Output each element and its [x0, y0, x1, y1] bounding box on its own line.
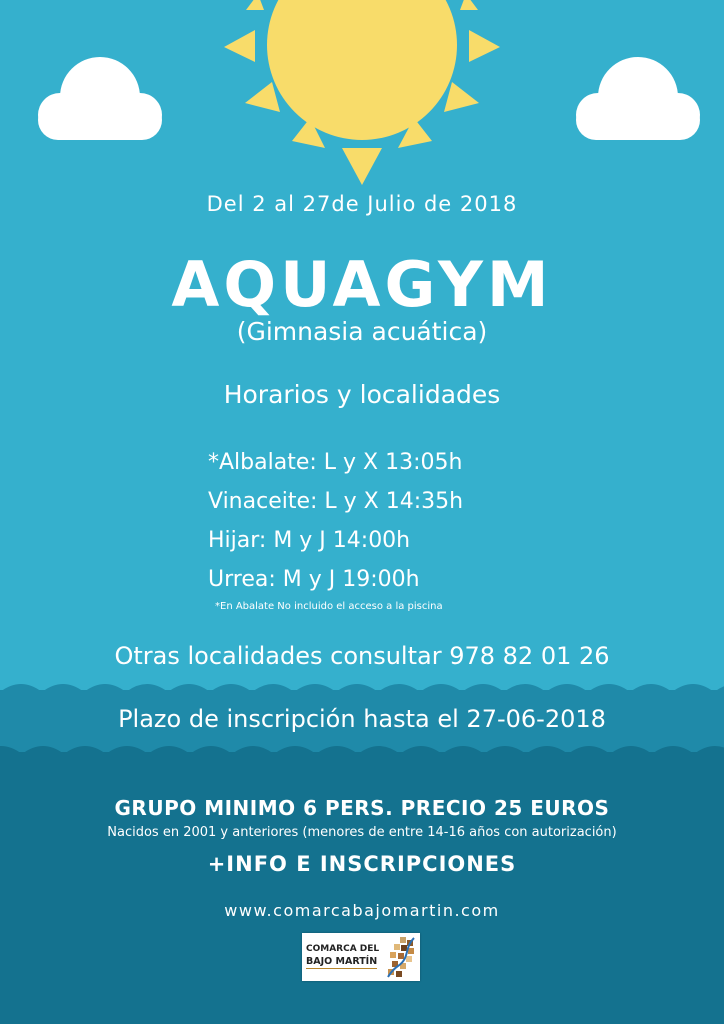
event-subtitle: (Gimnasia acuática) [236, 317, 488, 346]
waves-bottom [0, 746, 724, 1024]
info-heading: +INFO E INSCRIPCIONES [207, 852, 517, 876]
schedule-item-urrea: Urrea: M y J 19:00h [208, 567, 420, 592]
event-dates: Del 2 al 27de Julio de 2018 [206, 192, 518, 216]
group-price: GRUPO MINIMO 6 PERS. PRECIO 25 EUROS [114, 796, 610, 820]
logo-line1: COMARCA DEL [306, 944, 380, 954]
event-title: AQUAGYM [171, 248, 553, 321]
consult-phone: Otras localidades consultar 978 82 01 26 [114, 642, 610, 670]
schedule-item-hijar: Hijar: M y J 14:00h [208, 528, 411, 553]
registration-deadline: Plazo de inscripción hasta el 27-06-2018 [118, 705, 606, 733]
schedule-footnote: *En Abalate No incluido el acceso a la piscina [215, 601, 443, 612]
logo-mosaic-icon [386, 936, 418, 978]
comarca-logo [302, 933, 420, 981]
schedule-item-albalate: *Albalate: L y X 13:05h [208, 450, 463, 475]
schedule-heading: Horarios y localidades [223, 380, 501, 409]
logo-line2: BAJO MARTÍN [306, 956, 378, 967]
website-link[interactable]: www.comarcabajomartin.com [224, 901, 500, 920]
schedule-item-vinaceite: Vinaceite: L y X 14:35h [208, 489, 464, 514]
eligibility-note: Nacidos en 2001 y anteriores (menores de entre 14-16 años con autorización) [107, 825, 617, 840]
